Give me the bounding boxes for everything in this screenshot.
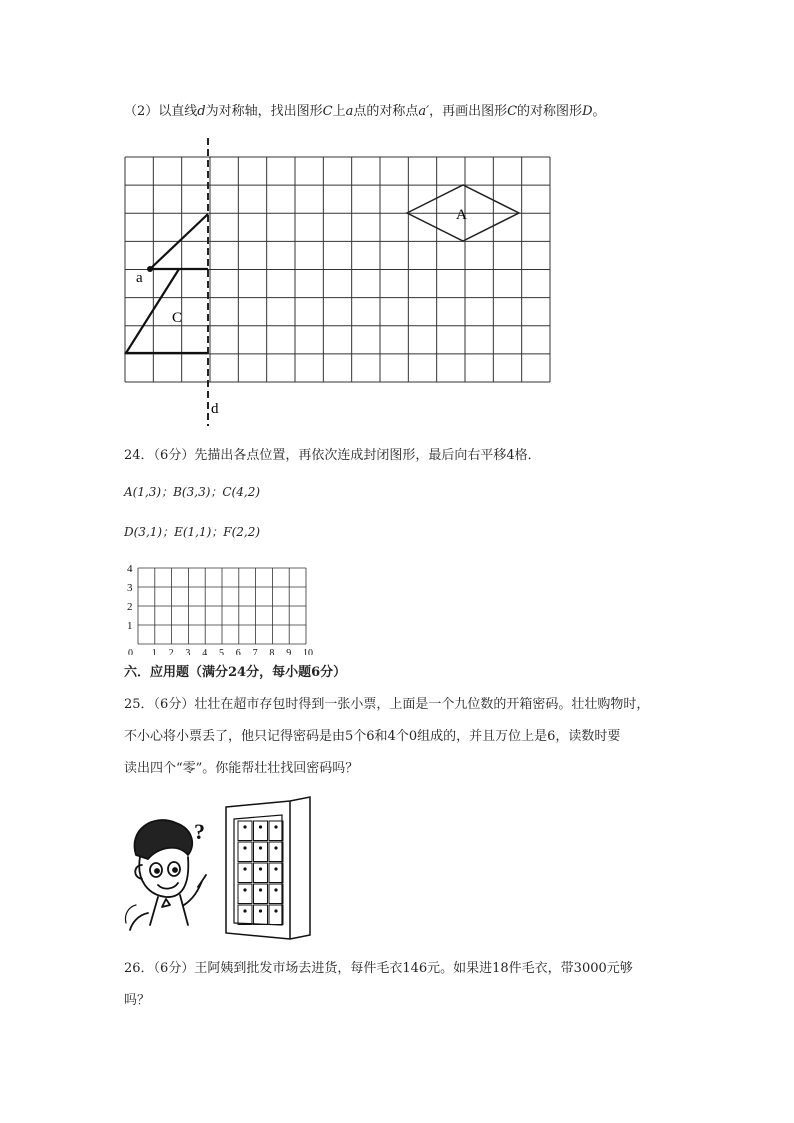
q25-line1: 25．（6分）壮壮在超市存包时得到一张小票，上面是一个九位数的开箱密码。壮壮购物时， <box>124 697 650 712</box>
locker-knob <box>243 888 246 891</box>
q23-mid4: ，再画出图形 <box>429 104 508 119</box>
x-tick-label: 4 <box>202 648 208 655</box>
locker-knob <box>274 867 277 870</box>
point-a-dot <box>147 266 153 272</box>
q23-c2: C <box>507 104 518 119</box>
x-tick-label: 6 <box>235 648 241 655</box>
locker-door <box>238 821 252 841</box>
locker-knob <box>259 846 262 849</box>
q23-mid3: 点的对称点 <box>353 104 419 119</box>
y-tick-label: 4 <box>127 563 133 575</box>
q24-stem: 24．（6分）先描出各点位置，再依次连成封闭图形，最后向右平移4格． <box>124 448 541 463</box>
question-mark: ? <box>194 819 205 844</box>
locker-knob <box>243 825 246 828</box>
locker-door <box>238 905 252 925</box>
q25-line2: 不小心将小票丢了，他只记得密码是由5个6和4个0组成的，并且万位上是6，读数时要 <box>124 729 621 744</box>
locker-knob <box>243 846 246 849</box>
x-tick-label: 1 <box>151 648 157 655</box>
locker-knob <box>259 867 262 870</box>
locker-knob <box>243 909 246 912</box>
x-tick-label: 2 <box>168 648 174 655</box>
locker-door <box>238 863 252 883</box>
rhombus-a-label: A <box>456 207 467 223</box>
x-tick-label: 9 <box>286 648 292 655</box>
q23-c1: C <box>322 104 333 119</box>
locker-knob <box>274 909 277 912</box>
locker-door <box>269 863 283 883</box>
y-tick-label: 1 <box>127 620 133 632</box>
locker-knob <box>259 909 262 912</box>
locker-door <box>269 905 283 925</box>
x-tick-label: 7 <box>252 648 258 655</box>
locker-door <box>238 884 252 904</box>
locker-door <box>238 842 252 862</box>
coordinate-y-labels <box>127 563 133 632</box>
q23-d: d <box>197 104 206 119</box>
y-tick-label: 3 <box>127 582 133 594</box>
x-tick-label: 3 <box>185 648 191 655</box>
q23-mid2: 上 <box>332 104 346 119</box>
x-tick-label: 0 <box>128 648 133 655</box>
coordinate-grid <box>120 560 320 655</box>
locker-door <box>269 821 283 841</box>
symmetry-grid-figure <box>0 0 794 440</box>
boy-and-locker-illustration <box>118 795 338 945</box>
locker-door <box>254 863 268 883</box>
section-6-title: 六．应用题（满分24分，每小题6分） <box>124 665 347 680</box>
q23-end: 。 <box>592 104 606 119</box>
q24-points-line2: D(3,1)；E(1,1)；F(2,2) <box>124 525 261 539</box>
figure-c-label: C <box>172 310 183 326</box>
axis-d-label: d <box>211 401 219 417</box>
q23-dd: D <box>582 104 593 119</box>
q25-line3: 读出四个“零”。你能帮壮壮找回密码吗？ <box>124 761 359 776</box>
locker-door <box>254 821 268 841</box>
point-a-label: a <box>136 270 143 286</box>
locker-knob <box>274 888 277 891</box>
locker-knob <box>259 825 262 828</box>
locker-knob <box>274 846 277 849</box>
q23-mid5: 的对称图形 <box>517 104 583 119</box>
locker-door <box>254 884 268 904</box>
q23-a: a <box>345 104 354 119</box>
locker-knob <box>243 867 246 870</box>
q23-a-prime: a′ <box>418 104 430 119</box>
locker-door <box>254 842 268 862</box>
x-tick-label: 5 <box>219 648 224 655</box>
locker-door <box>269 884 283 904</box>
q23-prefix: （2）以直线 <box>124 104 198 119</box>
x-tick-label: 8 <box>269 648 275 655</box>
q24-points-line1: A(1,3)；B(3,3)；C(4,2) <box>124 485 261 499</box>
locker-door <box>254 905 268 925</box>
coordinate-grid-lines <box>138 568 306 644</box>
x-tick-label: 10 <box>303 648 313 655</box>
coordinate-x-labels <box>128 648 313 655</box>
y-tick-label: 2 <box>127 601 133 613</box>
locker-knob <box>274 825 277 828</box>
q23-mid1: 为对称轴，找出图形 <box>205 104 323 119</box>
locker-doors <box>238 821 283 925</box>
q26-line1: 26．（6分）王阿姨到批发市场去进货，每件毛衣146元。如果进18件毛衣，带3000元够 <box>124 961 633 976</box>
locker-knob <box>259 888 262 891</box>
locker-door <box>269 842 283 862</box>
q26-line2: 吗？ <box>124 993 151 1008</box>
